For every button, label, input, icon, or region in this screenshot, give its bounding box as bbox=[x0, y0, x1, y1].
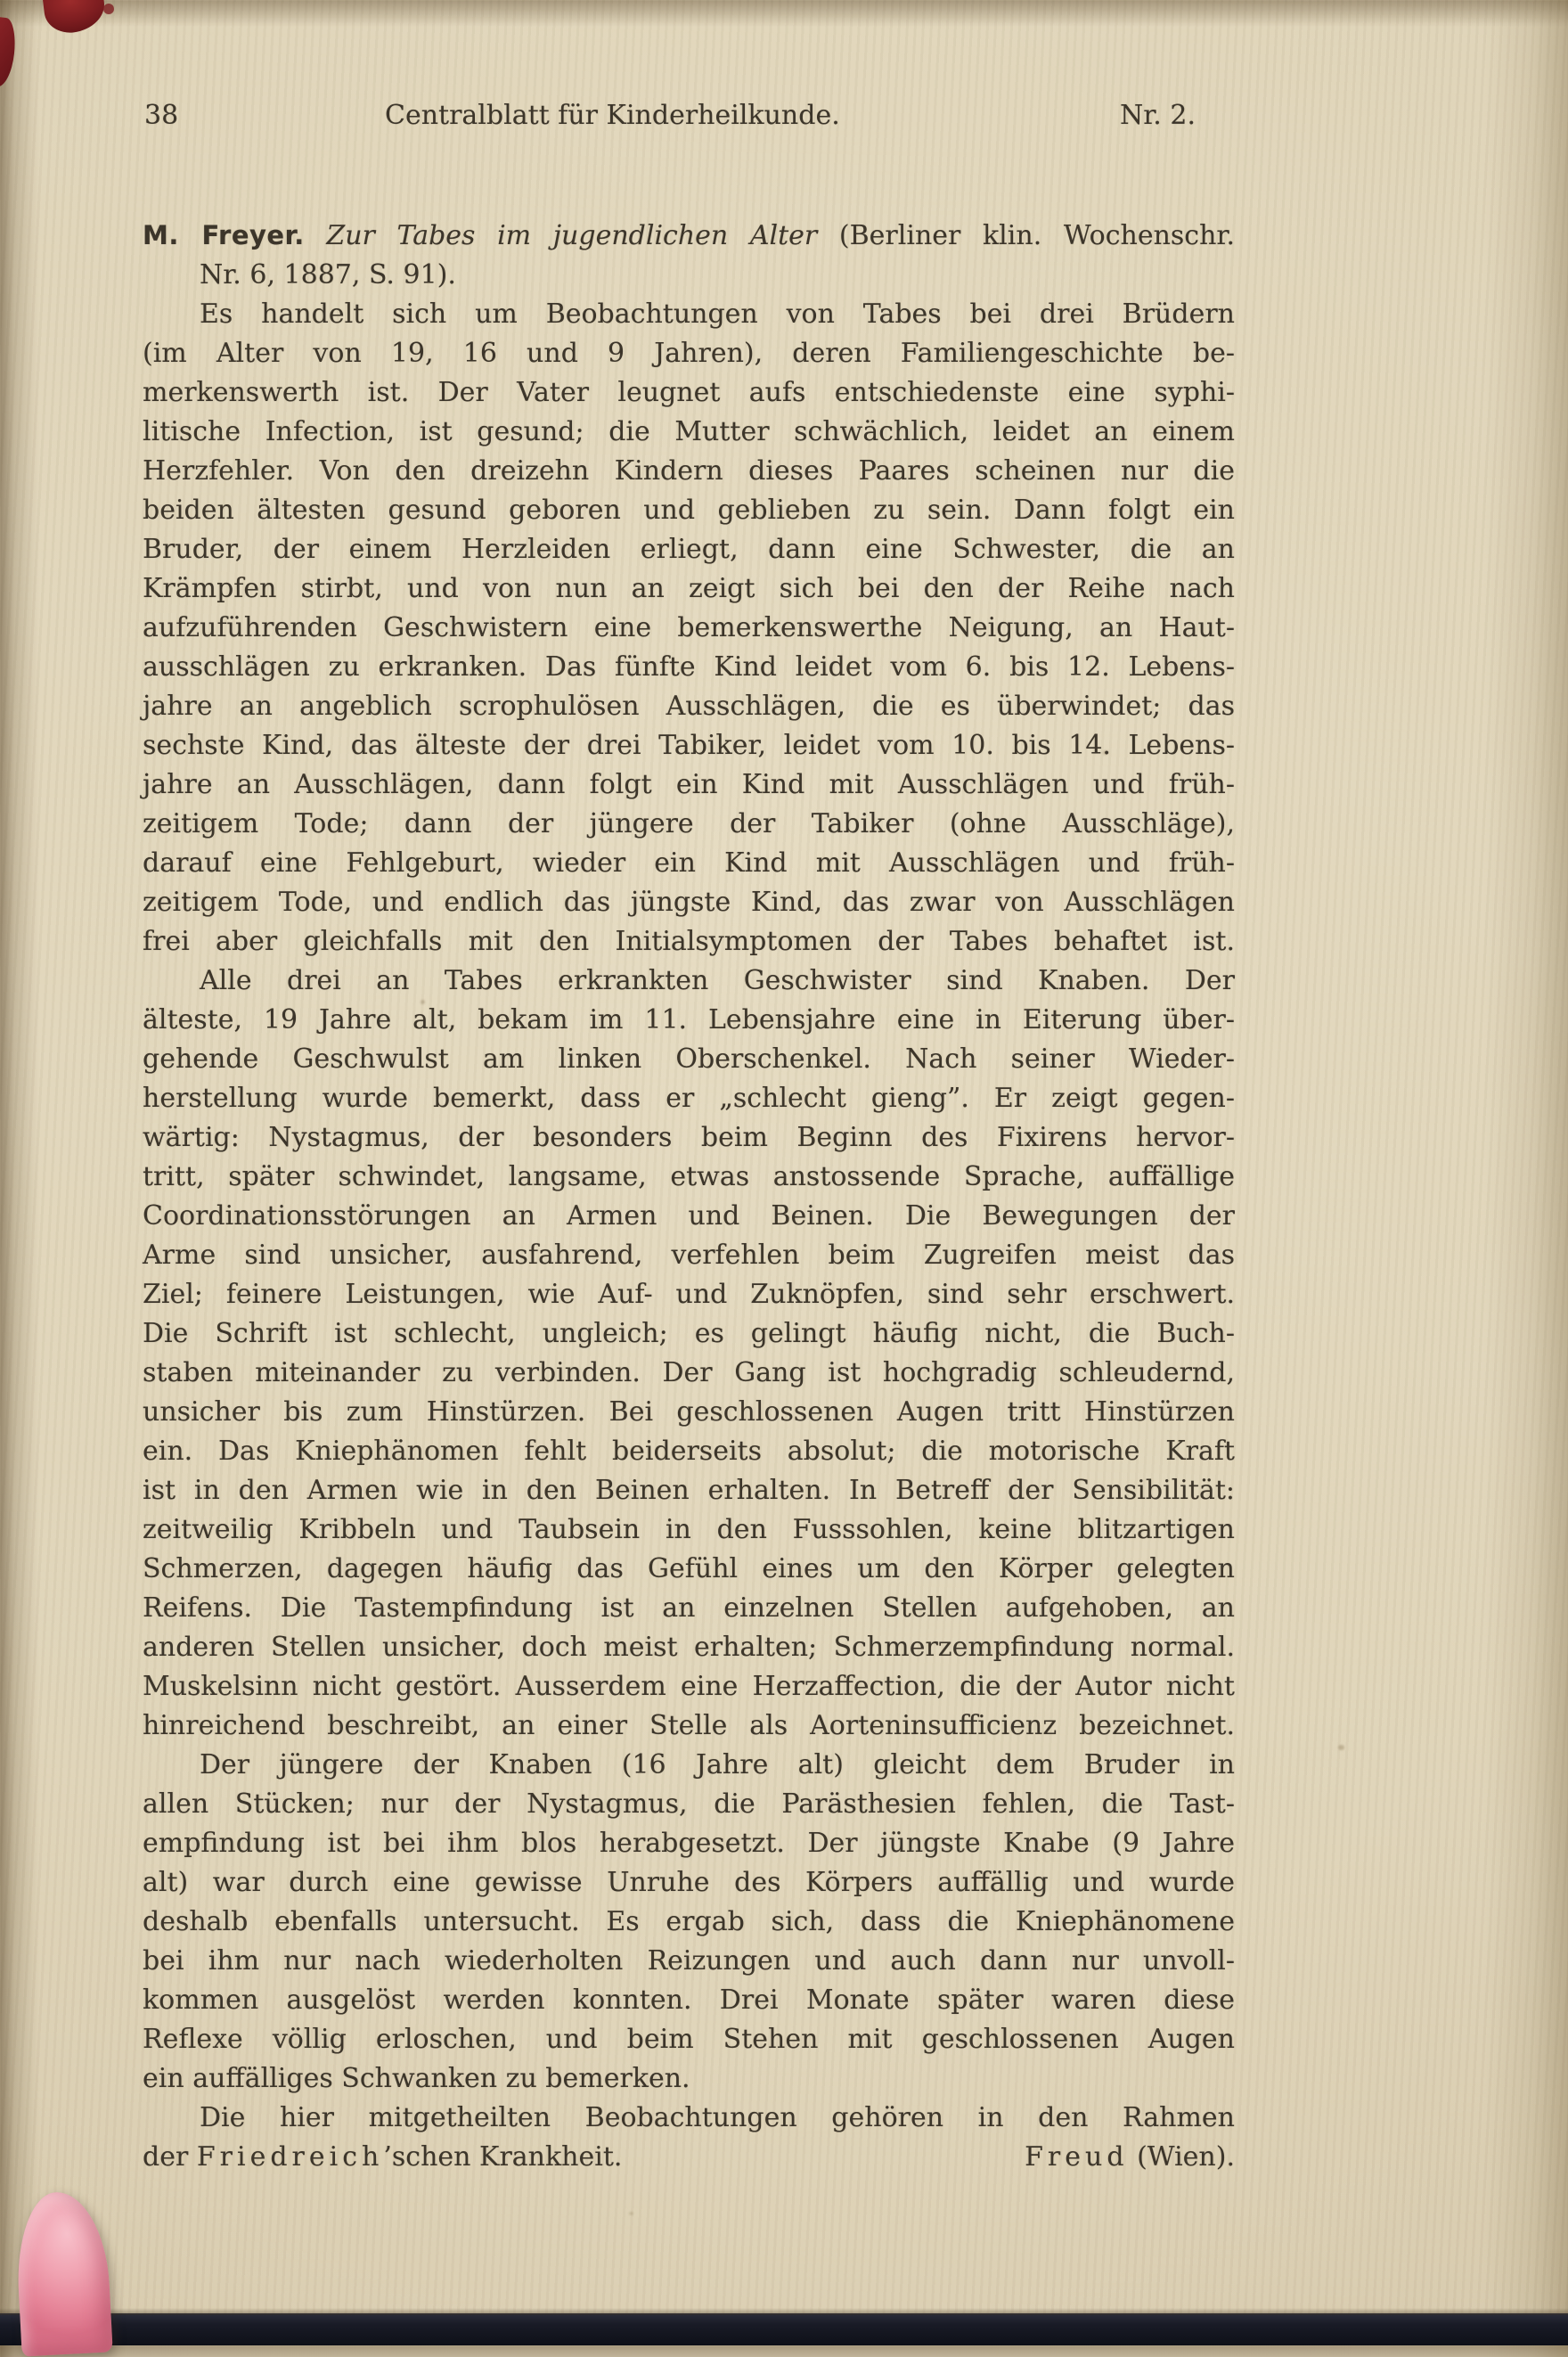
paragraph-1-line-3: merkenswerth ist. Der Vater leugnet aufs entschiedenste eine syphi- bbox=[143, 377, 1235, 408]
paragraph-2-line-16: Schmerzen, dagegen häufig das Gefühl eines um den Körper gelegten bbox=[143, 1553, 1235, 1584]
paragraph-1-line-15: darauf eine Fehlgeburt, wieder ein Kind mit Ausschlägen und früh- bbox=[143, 847, 1235, 879]
paragraph-2-line-14: ist in den Armen wie in den Beinen erhalten. In Betreff der Sensibilität: bbox=[143, 1475, 1235, 1506]
issue-number: Nr. 2. bbox=[1120, 100, 1196, 131]
paragraph-3-line-2: allen Stücken; nur der Nystagmus, die Parästhesien fehlen, die Tast- bbox=[143, 1788, 1235, 1820]
paper-speck bbox=[629, 2212, 633, 2215]
paragraph-1-line-2: (im Alter von 19, 16 und 9 Jahren), deren Familiengeschichte be- bbox=[143, 338, 1235, 369]
article-title: Zur Tabes im jugendlichen Alter bbox=[326, 220, 818, 251]
closing-text-post: ’schen Krankheit. bbox=[383, 2141, 623, 2173]
closing-line-2 bbox=[143, 2138, 1235, 2177]
paper-speck bbox=[1338, 1745, 1344, 1750]
red-binding-speck bbox=[103, 4, 114, 14]
scan-bottom-edge bbox=[0, 2313, 1568, 2345]
paragraph-3-line-6: bei ihm nur nach wiederholten Reizungen und auch dann nur unvoll- bbox=[143, 1945, 1235, 1976]
paragraph-1-line-1: Es handelt sich um Beobachtungen von Tabes bei drei Brüdern bbox=[200, 299, 1235, 330]
paragraph-1-line-5: Herzfehler. Von den dreizehn Kindern dieses Paares scheinen nur die bbox=[143, 455, 1235, 487]
citation-source: (Berliner klin. Wochenschr. bbox=[838, 220, 1236, 251]
paragraph-2-line-7: Coordinationsstörungen an Armen und Beinen. Die Bewegungen der bbox=[143, 1200, 1235, 1232]
signature-location: (Wien). bbox=[1128, 2141, 1235, 2173]
paragraph-2-line-10: Die Schrift ist schlecht, ungleich; es gelingt häufig nicht, die Buch- bbox=[143, 1318, 1235, 1349]
paragraph-1-line-10: ausschlägen zu erkranken. Das fünfte Kind leidet vom 6. bis 12. Lebens- bbox=[143, 651, 1235, 683]
paragraph-1-line-11: jahre an angeblich scrophulösen Ausschlägen, die es überwindet; das bbox=[143, 691, 1235, 722]
paragraph-1-line-7: Bruder, der einem Herzleiden erliegt, dann eine Schwester, die an bbox=[143, 534, 1235, 565]
red-binding-mark-large bbox=[43, 0, 108, 36]
author-signature bbox=[1025, 2138, 1235, 2177]
article bbox=[143, 216, 1235, 2177]
paragraph-1-line-16: zeitigem Tode, und endlich das jüngste Kind, das zwar von Ausschlägen bbox=[143, 887, 1235, 918]
paragraph-2-line-5: wärtig: Nystagmus, der besonders beim Beginn des Fixirens hervor- bbox=[143, 1122, 1235, 1153]
paragraph-3-line-9: ein auffälliges Schwanken zu bemerken. bbox=[143, 2063, 690, 2094]
paragraph-1-line-4: litische Infection, ist gesund; die Mutter schwächlich, leidet an einem bbox=[143, 416, 1235, 447]
page-content bbox=[143, 0, 1235, 2177]
signature-name: Freud bbox=[1025, 2141, 1129, 2173]
paragraph-1-line-9: aufzuführenden Geschwistern eine bemerkenswerthe Neigung, an Haut- bbox=[143, 612, 1235, 643]
paragraph-2-line-17: Reifens. Die Tastempfindung ist an einzelnen Stellen aufgehoben, an bbox=[143, 1592, 1235, 1624]
paragraph-2-line-4: herstellung wurde bemerkt, dass er „schlecht gieng”. Er zeigt gegen- bbox=[143, 1083, 1235, 1114]
paragraph-3-line-8: Reflexe völlig erloschen, und beim Stehen mit geschlossenen Augen bbox=[143, 2024, 1235, 2055]
paragraph-2-line-1: Alle drei an Tabes erkrankten Geschwister sind Knaben. Der bbox=[200, 965, 1235, 996]
paragraph-1-line-14: zeitigem Tode; dann der jüngere der Tabiker (ohne Ausschläge), bbox=[143, 808, 1235, 839]
paragraph-2-line-13: ein. Das Kniephänomen fehlt beiderseits absolut; die motorische Kraft bbox=[143, 1436, 1235, 1467]
paragraph-1-line-13: jahre an Ausschlägen, dann folgt ein Kind mit Ausschlägen und früh- bbox=[143, 769, 1235, 800]
paragraph-3-line-1: Der jüngere der Knaben (16 Jahre alt) gleicht dem Bruder in bbox=[200, 1749, 1235, 1780]
paragraph-3-line-5: deshalb ebenfalls untersucht. Es ergab sich, dass die Kniephänomene bbox=[143, 1906, 1235, 1937]
citation-line-1 bbox=[143, 216, 1235, 256]
paragraph-2-line-18: anderen Stellen unsicher, doch meist erhalten; Schmerzempfindung normal. bbox=[143, 1632, 1235, 1663]
paragraph-2-line-19: Muskelsinn nicht gestört. Ausserdem eine Herzaffection, die der Autor nicht bbox=[143, 1671, 1235, 1702]
paragraph-2-line-8: Arme sind unsicher, ausfahrend, verfehlen beim Zugreifen meist das bbox=[143, 1240, 1235, 1271]
paragraph-2-line-2: älteste, 19 Jahre alt, bekam im 11. Lebensjahre eine in Eiterung über- bbox=[143, 1004, 1235, 1035]
paragraph-2-line-15: zeitweilig Kribbeln und Taubsein in den Fusssohlen, keine blitzartigen bbox=[143, 1514, 1235, 1545]
paragraph-2-line-3: gehende Geschwulst am linken Oberschenkel. Nach seiner Wieder- bbox=[143, 1043, 1235, 1075]
paragraph-1-line-17: frei aber gleichfalls mit den Initialsymptomen der Tabes behaftet ist. bbox=[143, 926, 1235, 957]
page-number: 38 bbox=[144, 100, 179, 131]
paragraph-1-line-8: Krämpfen stirbt, und von nun an zeigt sich bei den der Reihe nach bbox=[143, 573, 1235, 604]
running-head bbox=[143, 100, 1235, 139]
paragraph-1-line-12: sechste Kind, das älteste der drei Tabiker, leidet vom 10. bis 14. Lebens- bbox=[143, 730, 1235, 761]
red-binding-mark-edge bbox=[0, 17, 18, 88]
author-name: M. Freyer. bbox=[143, 220, 305, 250]
paragraph-3-line-7: kommen ausgelöst werden konnten. Drei Monate später waren diese bbox=[143, 1985, 1235, 2016]
paragraph-2-line-11: staben miteinander zu verbinden. Der Gang ist hochgradig schleudernd, bbox=[143, 1357, 1235, 1388]
paragraph-2-line-20: hinreichend beschreibt, an einer Stelle als Aorteninsufficienz bezeichnet. bbox=[143, 1710, 1235, 1741]
friedreich-name: Friedreich bbox=[196, 2141, 384, 2173]
paragraph-2-line-6: tritt, später schwindet, langsame, etwas anstossende Sprache, auffällige bbox=[143, 1161, 1235, 1192]
article-body bbox=[143, 295, 1235, 2099]
paragraph-1-line-6: beiden ältesten gesund geboren und geblieben zu sein. Dann folgt ein bbox=[143, 495, 1235, 526]
journal-title: Centralblatt für Kinderheilkunde. bbox=[385, 100, 840, 131]
citation-line-2: Nr. 6, 1887, S. 91). bbox=[200, 259, 456, 291]
closing-line-1: Die hier mitgetheilten Beobachtungen gehören in den Rahmen bbox=[200, 2102, 1235, 2133]
paragraph-2-line-9: Ziel; feinere Leistungen, wie Auf- und Zuknöpfen, sind sehr erschwert. bbox=[143, 1279, 1235, 1310]
paragraph-3-line-3: empfindung ist bei ihm blos herabgesetzt. Der jüngste Knabe (9 Jahre bbox=[143, 1828, 1235, 1859]
paragraph-2-line-12: unsicher bis zum Hinstürzen. Bei geschlossenen Augen tritt Hinstürzen bbox=[143, 1396, 1235, 1428]
closing-text-pre: der bbox=[143, 2141, 197, 2173]
thumb-holding-page bbox=[13, 2189, 112, 2356]
paragraph-3-line-4: alt) war durch eine gewisse Unruhe des Körpers auffällig und wurde bbox=[143, 1867, 1235, 1898]
